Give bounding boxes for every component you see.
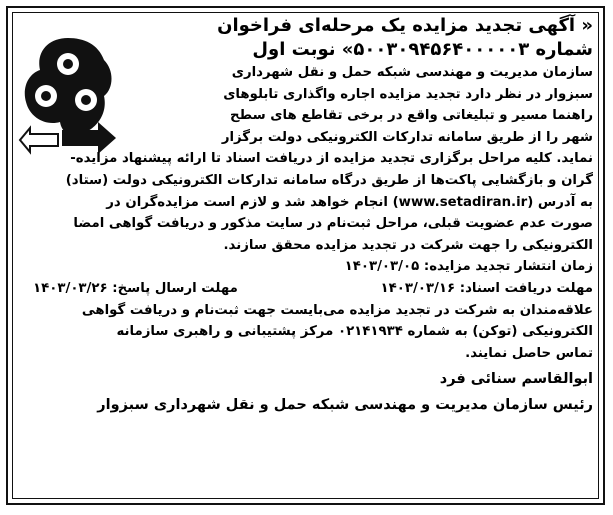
closing-line: تماس حاصل نمایند. bbox=[465, 345, 593, 361]
signer-title: رئیس سازمان مدیریت و مهندسی شبکه حمل و نقل شهرداری سبزوار bbox=[97, 397, 593, 414]
body-line: نماید. کلیه مراحل برگزاری تجدید مزایده از دریافت اسناد تا ارائه پیشنهاد مزایده- bbox=[70, 151, 593, 167]
body-line: شهر را از طریق سامانه تدارکات الکترونیکی دولت برگزار bbox=[221, 129, 593, 145]
body-line: الکترونیکی را جهت شرکت در تجدید مزایده محقق سازند. bbox=[223, 237, 593, 253]
notice-title-line-1: « آگهی تجدید مزایده یک مرحله‌ای فراخوان bbox=[217, 15, 593, 36]
closing-line: علاقه‌مندان به شرکت در تجدید مزایده می‌بایست جهت ثبت‌نام و دریافت گواهی bbox=[81, 302, 593, 318]
notice-title-line-2: شماره ۵۰۰۳۰۹۴۵۶۴۰۰۰۰۰۳» نوبت اول bbox=[252, 39, 593, 60]
document-deadline: مهلت دریافت اسناد: ۱۴۰۳/۰۳/۱۶ bbox=[380, 280, 593, 296]
body-line: راهنما مسیر و تبلیغاتی واقع در برخی تقاطع های سطح bbox=[230, 108, 593, 124]
support-phone-line: الکترونیکی (توکن) به شماره ۰۲۱۴۱۹۳۴ مرکز پشتیبانی و راهبری سازمانه bbox=[116, 324, 593, 340]
publish-date: زمان انتشار تجدید مزایده: ۱۴۰۳/۰۳/۰۵ bbox=[344, 259, 593, 275]
deadlines-row bbox=[27, 278, 593, 300]
tender-notice bbox=[6, 6, 605, 505]
reply-deadline: مهلت ارسال پاسخ: ۱۴۰۳/۰۳/۲۶ bbox=[33, 280, 238, 296]
signer-name: ابوالقاسم سنائی فرد bbox=[439, 371, 593, 388]
body-line: گران و بازگشایی پاکت‌ها از طریق درگاه سامانه تدارکات الکترونیکی دولت (ستاد) bbox=[65, 172, 593, 188]
website-address-line: به آدرس (www.setadiran.ir) انجام خواهد شد و لازم است مزایده‌گران در bbox=[106, 194, 593, 210]
body-line: صورت عدم عضویت قبلی، مراحل ثبت‌نام در سایت مذکور و دریافت گواهی امضا bbox=[73, 216, 593, 232]
body-line: سبزوار در نظر دارد تجدید مزایده اجاره واگذاری تابلوهای bbox=[223, 86, 593, 102]
body-line: سازمان مدیریت و مهندسی شبکه حمل و نقل شهرداری bbox=[231, 65, 593, 80]
notice-content bbox=[27, 14, 593, 416]
